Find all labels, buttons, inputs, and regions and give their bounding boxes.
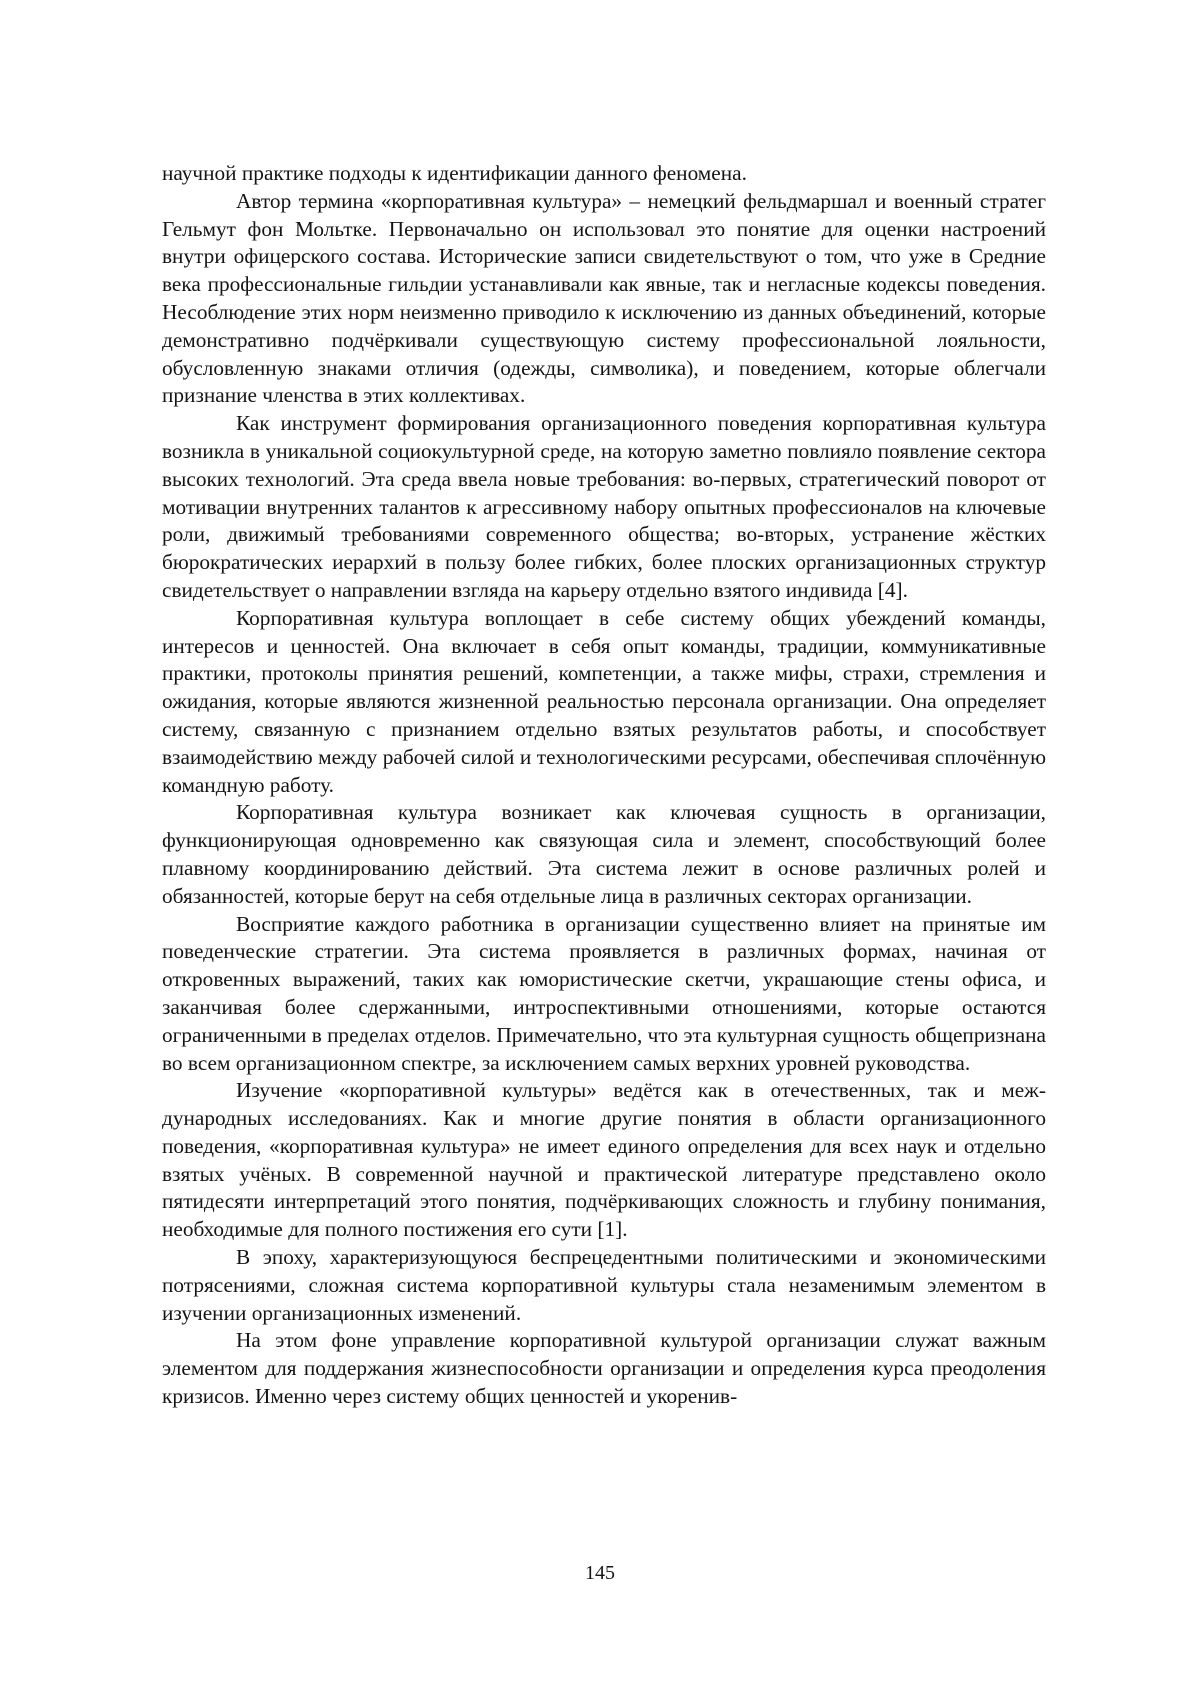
paragraph-era-of-upheaval: В эпоху, характеризующуюся беспрецедентными политическими и экономи­ческими потрясениями, сложная система корпоративной культуры стала незамени­мым элементом в изучении организационных изменений. xyxy=(162,1244,1046,1327)
page-number: 145 xyxy=(0,1561,1200,1585)
paragraph-crisis-management: На этом фоне управление корпоративной культурой организации служат важ­ным элементом для поддержания жизнеспособности организации и определения курса преодоления кризисов. Именно через систему общих ценностей и укоренив- xyxy=(162,1327,1046,1410)
paragraph-moltke-origin: Автор термина «корпоративная культура» – немецкий фельдмаршал и воен­ный стратег Гельмут фон Мольтке. Первоначально он использовал это понятие для оценки настроений внутри офицерского состава. Исторические записи свидетель­ствуют о том, что уже в Средние века профессиональные гильдии устанавливали как явные, так и негласные кодексы поведения. Несоблюдение этих норм неизменно при­водило к исключению из данных объединений, которые демонстративно подчёрки­вали существующую систему профессиональной лояльности, обусловленную зна­ками отличия (одежды, символика), и поведением, которые облегчали признание членства в этих коллективах. xyxy=(162,188,1046,410)
paragraph-employee-perception: Восприятие каждого работника в организации существенно влияет на приня­тые им поведенческие стратегии. Эта система проявляется в различных формах, начи­ная от откровенных выражений, таких как юмористические скетчи, украшающие стены офиса, и заканчивая более сдержанными, интроспективными отношениями, которые остаются ограниченными в пределах отделов. Примечательно, что эта куль­турная сущность общепризнана во всем организационном спектре, за исключением самых верхних уровней руководства. xyxy=(162,911,1046,1078)
paragraph-sociocultural-environment: Как инструмент формирования организационного поведения корпоративная культура возникла в уникальной социокультурной среде, на которую заметно повли­яло появление сектора высоких технологий. Эта среда ввела новые требования: во-первых, стратегический поворот от мотивации внутренних талантов к агрессивному набору опытных профессионалов на ключевые роли, движимый требованиями совре­менного общества; во-вторых, устранение жёстких бюрократических иерархий в пользу более гибких, более плоских организационных структур свидетельствует о направлении взгляда на карьеру отдельно взятого индивида [4]. xyxy=(162,410,1046,605)
document-body xyxy=(162,160,1046,1411)
paragraph-continued: научной практике подходы к идентификации данного феномена. xyxy=(162,160,1046,188)
paragraph-shared-beliefs: Корпоративная культура воплощает в себе систему общих убеждений ко­манды, интересов и ценностей. Она включает в себя опыт команды, традиции, ком­муникативные практики, протоколы принятия решений, компетенции, а также мифы, страхи, стремления и ожидания, которые являются жизненной реальностью персо­нала организации. Она определяет систему, связанную с признанием отдельно взятых результатов работы, и способствует взаимодействию между рабочей силой и техно­логическими ресурсами, обеспечивая сплочённую командную работу. xyxy=(162,605,1046,800)
paragraph-key-entity: Корпоративная культура возникает как ключевая сущность в организации, функционирующая одновременно как связующая сила и элемент, способствующий более плавному координированию действий. Эта система лежит в основе различных ролей и обязанностей, которые берут на себя отдельные лица в различных секторах организации. xyxy=(162,799,1046,910)
paragraph-research-definitions: Изучение «корпоративной культуры» ведётся как в отечественных, так и меж­дународных исследованиях. Как и многие другие понятия в области организацион­ного поведения, «корпоративная культура» не имеет единого определения для всех наук и отдельно взятых учёных. В современной научной и практической литературе представлено около пятидесяти интерпретаций этого понятия, подчёркивающих сложность и глубину понимания, необходимые для полного постижения его сути [1]. xyxy=(162,1077,1046,1244)
